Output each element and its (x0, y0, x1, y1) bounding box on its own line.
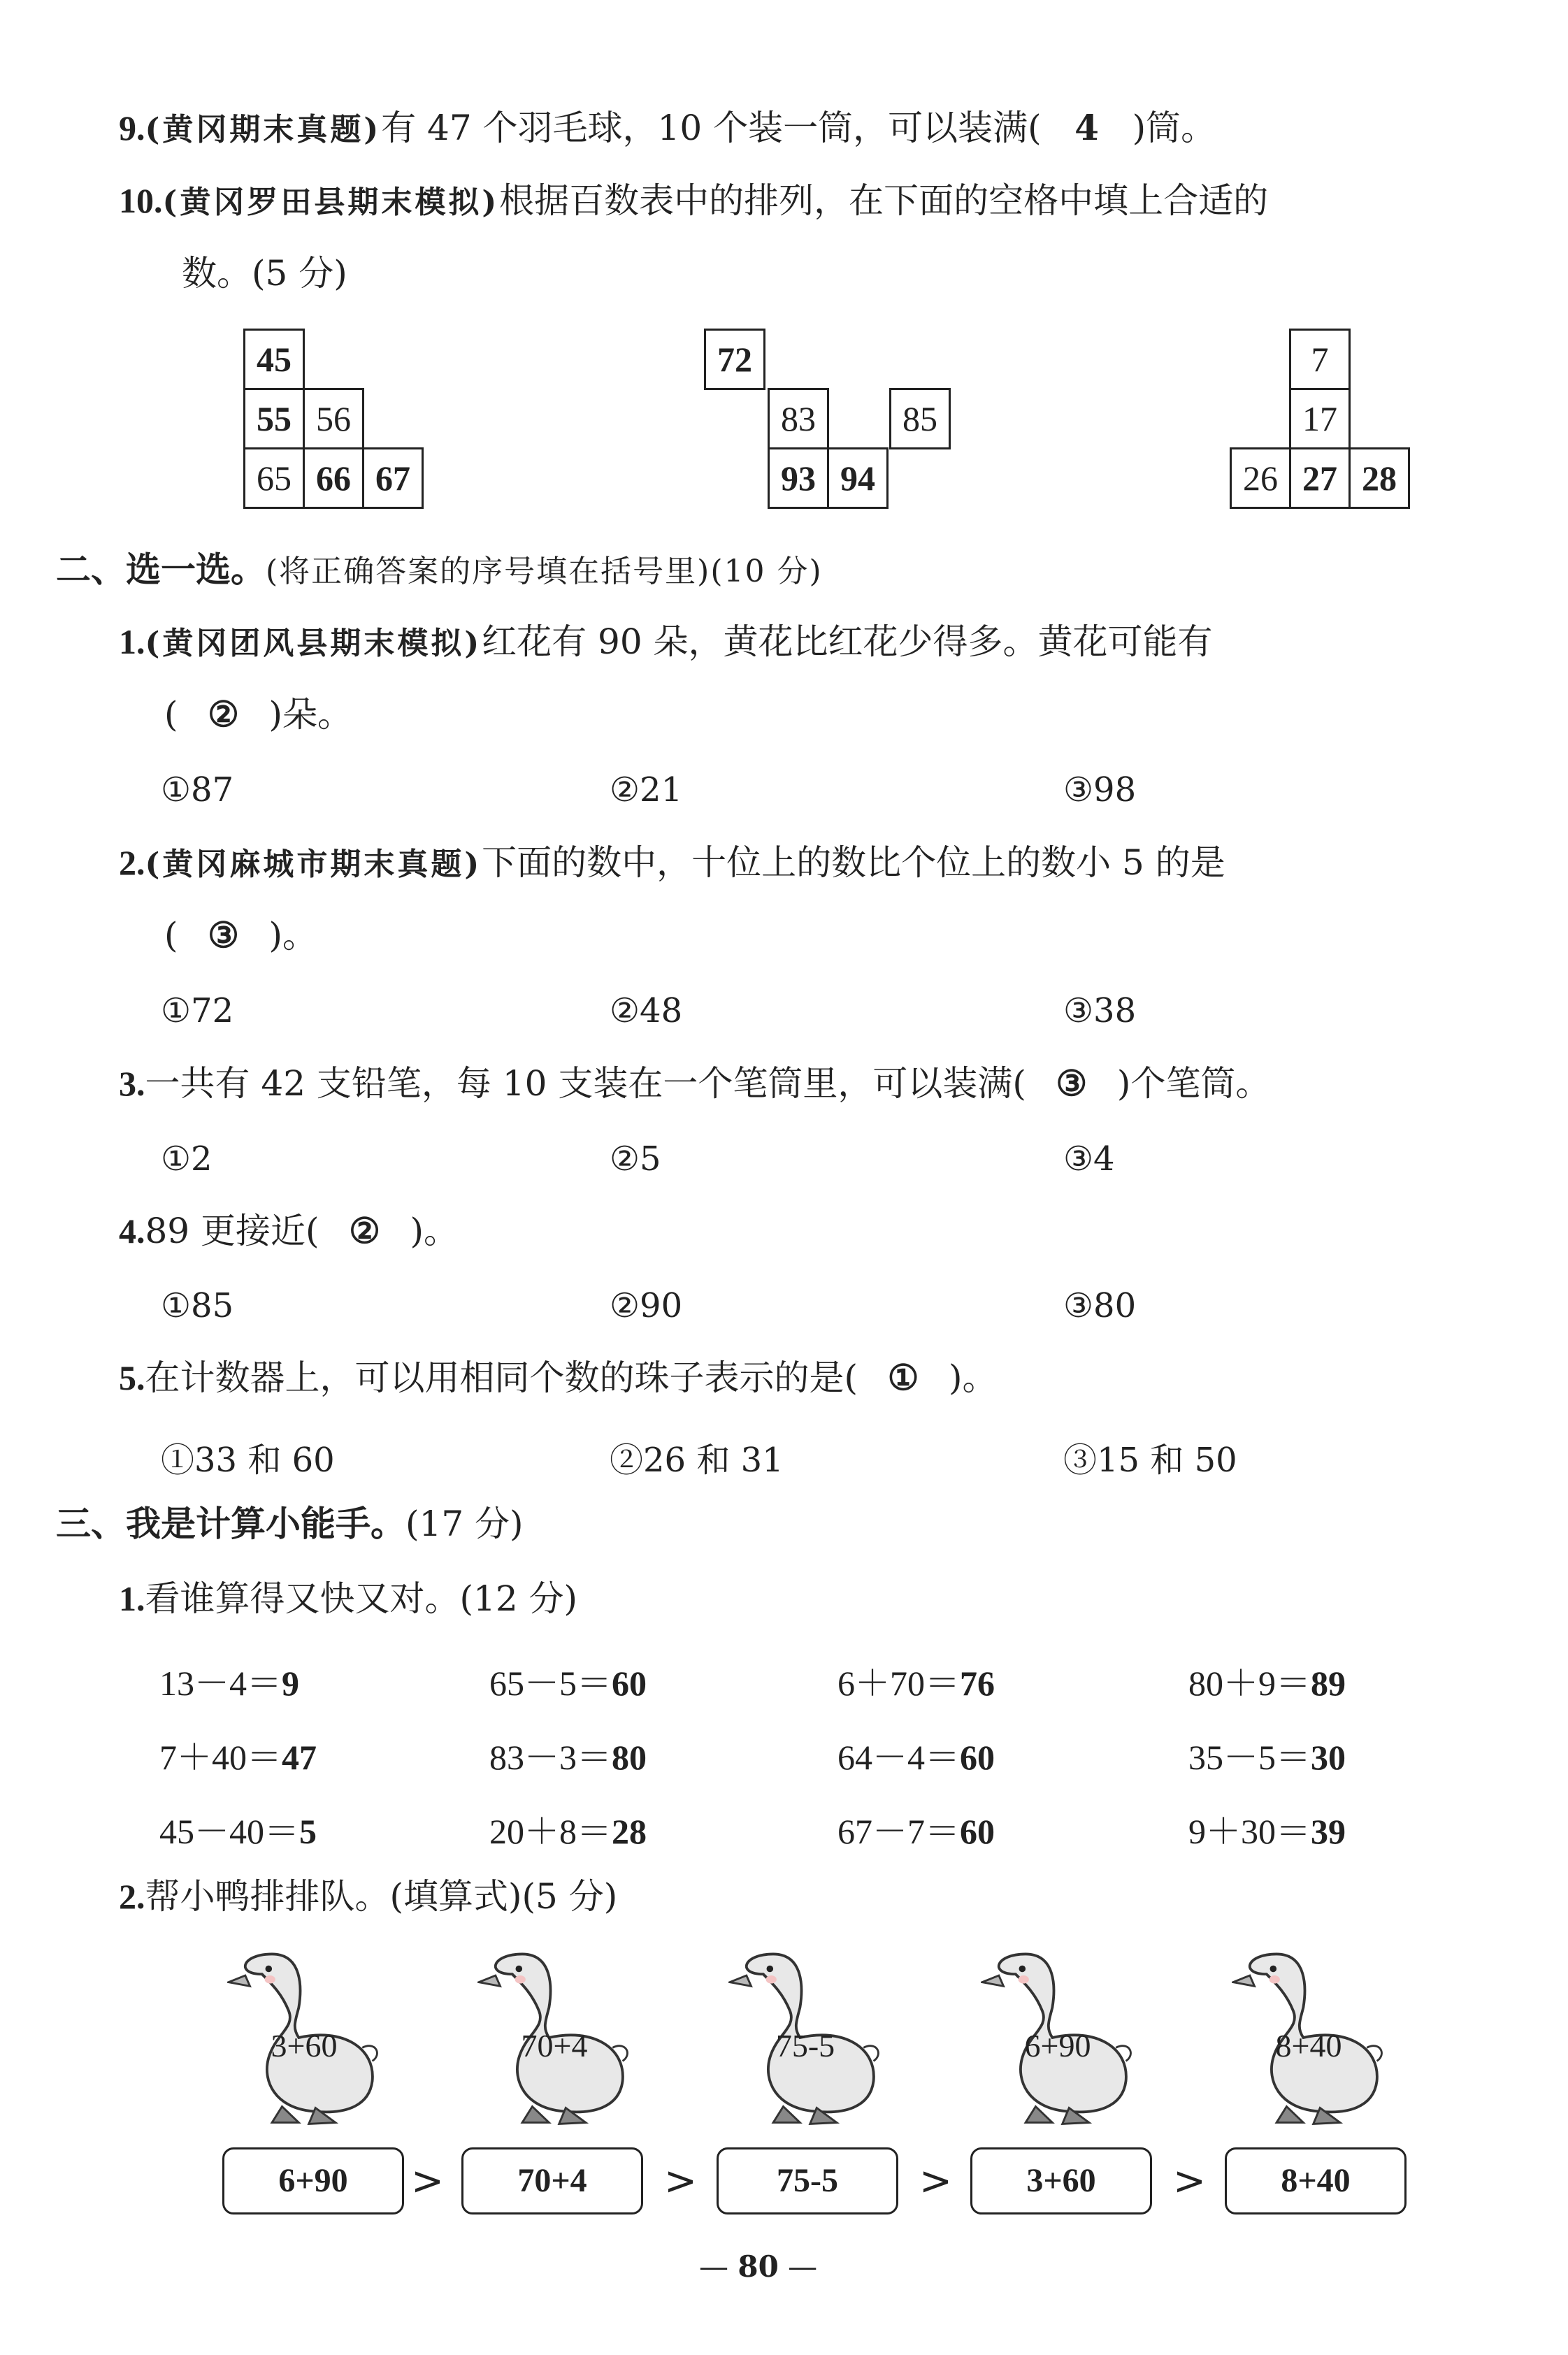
calc-item (489, 1803, 647, 1854)
question-text: 89 更接近( (145, 1211, 319, 1251)
expression: 13－4＝ (159, 1664, 282, 1703)
question-number: 3. (119, 1064, 145, 1103)
choice-question-4 (119, 1210, 459, 1251)
option-2: ②90 (610, 1286, 683, 1325)
answer-line (164, 693, 353, 735)
duck-label: 75-5 (775, 2028, 835, 2064)
grid-cell: 28 (1348, 447, 1410, 509)
calc-item (159, 1655, 299, 1706)
answer: 4 (1074, 107, 1099, 148)
grid-cell: 72 (704, 329, 765, 390)
calc-item (837, 1655, 995, 1706)
duck-5 (1232, 1943, 1386, 2125)
choice-question-1 (119, 621, 1213, 662)
choice-question-5 (119, 1357, 998, 1398)
duck-4 (981, 1943, 1135, 2125)
result: 89 (1311, 1664, 1346, 1703)
calc-item (1188, 1803, 1346, 1854)
grid-cell: 7 (1289, 329, 1351, 390)
grid-cell: 65 (243, 447, 305, 509)
result: 60 (612, 1664, 647, 1703)
calc-item (159, 1803, 317, 1854)
option-3: ③38 (1063, 991, 1137, 1030)
section-title: 二、选一选。 (56, 549, 266, 590)
expression: 65－5＝ (489, 1664, 612, 1703)
expression: 80＋9＝ (1188, 1664, 1311, 1703)
grid-cell: 45 (243, 329, 305, 390)
section-note: (将正确答案的序号填在括号里)(10 分) (266, 554, 823, 589)
question-text: 在计数器上，可以用相同个数的珠子表示的是( (145, 1357, 858, 1398)
question-9 (119, 107, 1216, 148)
paren-open: ( (164, 694, 178, 735)
duck-label: 3+60 (271, 2028, 338, 2064)
expression: 9＋30＝ (1188, 1812, 1311, 1851)
dash: — (778, 2249, 818, 2284)
expression: 64－4＝ (837, 1738, 960, 1777)
result: 39 (1311, 1812, 1346, 1851)
grid-cell: 66 (303, 447, 364, 509)
result: 9 (282, 1664, 299, 1703)
page-number: 80 (738, 2249, 779, 2284)
question-number: 10. (119, 181, 163, 220)
question-text: )筒。 (1132, 108, 1216, 148)
expression: 45－40＝ (159, 1812, 299, 1851)
result: 30 (1311, 1738, 1346, 1777)
result: 76 (960, 1664, 995, 1703)
duck-3 (728, 1943, 882, 2125)
option-2: ②21 (610, 770, 683, 809)
choice-question-3 (119, 1063, 1271, 1104)
question-text: 有 47 个羽毛球，10 个装一筒，可以装满( (381, 108, 1042, 148)
question-text-cont: 数。(5 分) (182, 253, 347, 294)
greater-than: > (664, 2159, 697, 2204)
option-2: ②26 和 31 (610, 1441, 784, 1480)
duck-label: 70+4 (521, 2028, 588, 2064)
duck-label: 6+90 (1024, 2028, 1091, 2064)
question-number: 4. (119, 1211, 145, 1251)
option-1: ①2 (161, 1139, 213, 1179)
question-number: 1. (119, 1579, 145, 1618)
calc-item (159, 1729, 317, 1780)
calc-item (1188, 1729, 1346, 1780)
expression: 35－5＝ (1188, 1738, 1311, 1777)
question-text: 一共有 42 支铅笔，每 10 支装在一个笔筒里，可以装满( (145, 1063, 1026, 1104)
order-box-1: 6+90 (222, 2147, 404, 2214)
order-box-3: 75-5 (717, 2147, 898, 2214)
question-10 (119, 180, 1269, 221)
section-3-heading (56, 1503, 524, 1544)
question-number: 2. (119, 843, 145, 882)
expression: 7＋40＝ (159, 1738, 282, 1777)
greater-than: > (1173, 2159, 1206, 2204)
question-text: )。 (268, 915, 318, 956)
answer: ② (208, 693, 239, 735)
duck-1 (227, 1943, 381, 2125)
grid-cell: 26 (1230, 447, 1291, 509)
question-number: 5. (119, 1358, 145, 1397)
calc-item (837, 1803, 995, 1854)
order-box-4: 3+60 (970, 2147, 1152, 2214)
expression: 83－3＝ (489, 1738, 612, 1777)
grid-cell: 94 (827, 447, 889, 509)
result: 5 (299, 1812, 317, 1851)
option-2: ②5 (610, 1139, 661, 1179)
question-source: (黄冈期末真题) (145, 112, 382, 147)
answer-line (164, 914, 318, 956)
duck-label: 8+40 (1275, 2028, 1342, 2064)
page-number-wrap (699, 2249, 817, 2284)
result: 60 (960, 1738, 995, 1777)
section-title: 三、我是计算小能手。 (56, 1503, 405, 1544)
question-text: 下面的数中，十位上的数比个位上的数小 5 的是 (482, 842, 1225, 883)
answer: ③ (1056, 1063, 1088, 1104)
result: 80 (612, 1738, 647, 1777)
calc-item (837, 1729, 995, 1780)
sub-question-1 (119, 1578, 578, 1619)
question-number: 2. (119, 1877, 145, 1916)
greater-than: > (411, 2159, 444, 2204)
grid-cell: 93 (768, 447, 829, 509)
option-3: ③15 和 50 (1063, 1441, 1237, 1480)
dash: — (699, 2249, 738, 2284)
expression: 6＋70＝ (837, 1664, 960, 1703)
answer: ② (349, 1210, 380, 1251)
question-source: (黄冈罗田县期末模拟) (162, 185, 500, 220)
question-text: 根据百数表中的排列，在下面的空格中填上合适的 (499, 180, 1269, 221)
grid-cell: 17 (1289, 388, 1351, 449)
question-text: 看谁算得又快又对。(12 分) (145, 1578, 578, 1619)
expression: 67－7＝ (837, 1812, 960, 1851)
expression: 20＋8＝ (489, 1812, 612, 1851)
calc-item (489, 1655, 647, 1706)
grid-cell: 85 (889, 388, 951, 449)
grid-cell: 67 (362, 447, 424, 509)
question-text: )。 (949, 1357, 998, 1398)
section-score: (17 分) (405, 1504, 524, 1544)
order-box-5: 8+40 (1225, 2147, 1407, 2214)
answer: ① (887, 1357, 919, 1398)
option-1: ①72 (161, 991, 234, 1030)
question-text: )。 (410, 1211, 459, 1251)
question-text: 红花有 90 朵，黄花比红花少得多。黄花可能有 (482, 621, 1213, 662)
duck-2 (477, 1943, 631, 2125)
section-2-heading (56, 549, 823, 590)
calc-item (489, 1729, 647, 1780)
option-3: ③4 (1063, 1139, 1115, 1179)
question-source: (黄冈麻城市期末真题) (145, 847, 482, 882)
sub-question-2 (119, 1876, 618, 1917)
option-3: ③80 (1063, 1286, 1137, 1325)
grid-cell: 55 (243, 388, 305, 449)
calc-item (1188, 1655, 1346, 1706)
question-number: 9. (119, 108, 145, 147)
question-text: )朵。 (268, 694, 353, 735)
result: 60 (960, 1812, 995, 1851)
choice-question-2 (119, 842, 1225, 883)
grid-cell: 27 (1289, 447, 1351, 509)
result: 47 (282, 1738, 317, 1777)
question-source: (黄冈团风县期末模拟) (145, 626, 482, 661)
option-1: ①33 和 60 (161, 1441, 335, 1480)
grid-cell: 56 (303, 388, 364, 449)
option-1: ①85 (161, 1286, 234, 1325)
result: 28 (612, 1812, 647, 1851)
order-box-2: 70+4 (461, 2147, 643, 2214)
question-number: 1. (119, 622, 145, 661)
option-2: ②48 (610, 991, 683, 1030)
answer: ③ (208, 914, 239, 956)
paren-open: ( (164, 915, 178, 956)
grid-cell: 83 (768, 388, 829, 449)
greater-than: > (919, 2159, 952, 2204)
question-text: 帮小鸭排排队。(填算式)(5 分) (145, 1876, 618, 1917)
option-3: ③98 (1063, 770, 1137, 809)
question-text: )个笔筒。 (1116, 1063, 1271, 1104)
option-1: ①87 (161, 770, 234, 809)
